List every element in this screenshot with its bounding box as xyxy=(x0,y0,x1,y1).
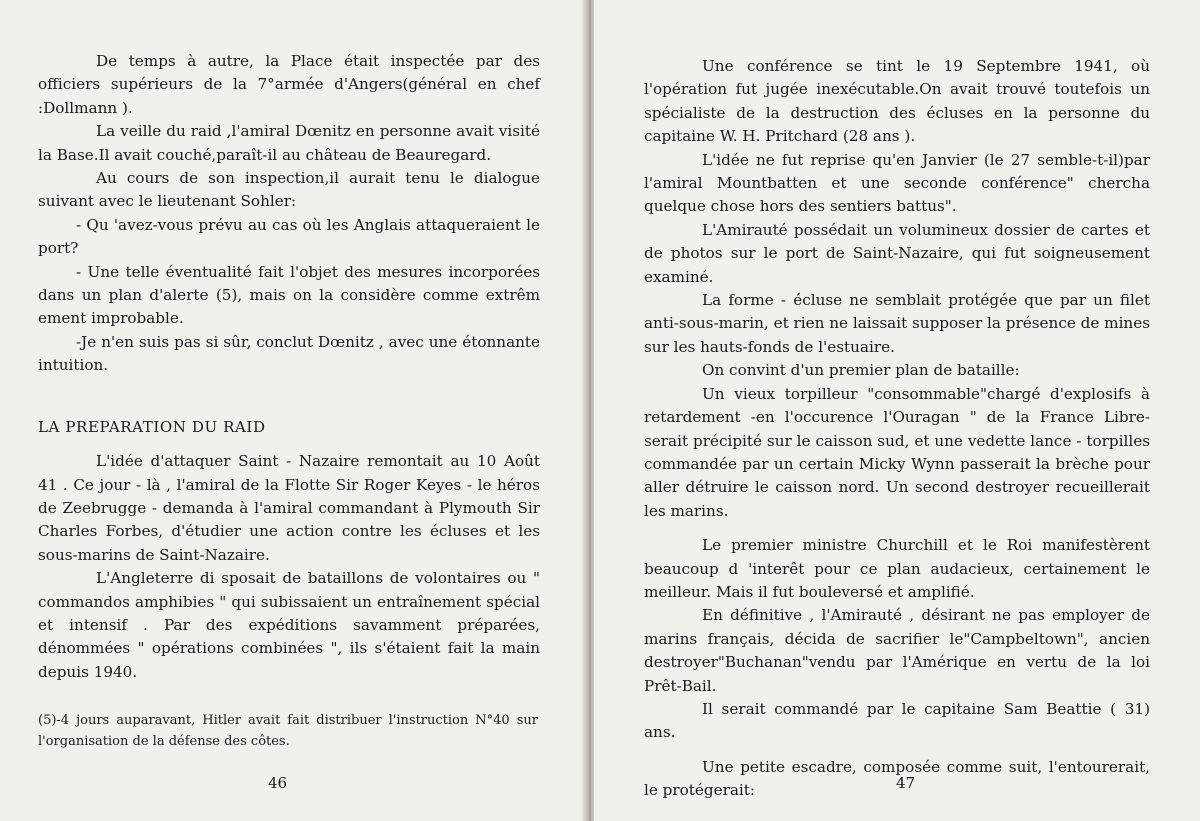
paragraph: Le premier ministre Churchill et le Roi manifestèrent beaucoup d 'interêt pour ce plan audacieux, certainement le meilleur. Mais il fut bouleversé et amplifié. xyxy=(644,536,1150,601)
paragraph: L'idée d'attaquer Saint - Nazaire remontait au 10 Août 41 . Ce jour - là , l'amiral de la Flotte Sir Roger Keyes - le héros de Zeebrugge - demanda à l'amiral commandant à Plymouth Sir Charles Forbes, d'étudier une action contre les écluses et les sous-marins de Saint-Nazaire. xyxy=(38,452,540,564)
paragraph: En définitive , l'Amirauté , désirant ne pas employer de marins français, décida de sacrifier le"Campbeltown", ancien destroyer"Buchanan"vendu par l'Amérique en vertu de la loi Prêt-Bail. xyxy=(644,606,1150,695)
footnote: (5)-4 jours auparavant, Hitler avait fait distribuer l'instruction N°40 sur l'organisation de la défense des côtes. xyxy=(38,713,538,749)
page-number: 46 xyxy=(268,774,288,792)
left-page xyxy=(0,0,586,821)
paragraph: Un vieux torpilleur "consommable"chargé d'explosifs à retardement -en l'occurence l'Ouragan " de la France Libre- serait précipité sur le caisson sud, et une vedette lance - torpilles commandée par un certain Micky Wynn passerait la brèche pour aller détruire le caisson nord. Un second destroyer recueillerait les marins. xyxy=(644,384,1150,520)
right-page xyxy=(594,0,1200,821)
right-page-text xyxy=(644,55,1150,803)
section-heading: LA PREPARATION DU RAID xyxy=(38,417,266,436)
paragraph: Une petite escadre, composée comme suit, l'entourerait, le protégerait: xyxy=(644,757,1150,800)
page-number: 47 xyxy=(896,774,916,792)
paragraph: La veille du raid ,l'amiral Dœnitz en personne avait visité la Base.Il avait couché,paraît-il au château de Beauregard. xyxy=(38,122,540,164)
paragraph: Une conférence se tint le 19 Septembre 1941, où l'opération fut jugée inexécutable.On avait trouvé toutefois un spécialiste de la destruction des écluses en la personne du capitaine W. H. Pritchard (28 ans ). xyxy=(644,57,1150,146)
paragraph: De temps à autre, la Place était inspectée par des officiers supérieurs de la 7°armée d'Angers(général en chef :Dollmann ). xyxy=(38,52,540,117)
dialogue-line: -Je n'en suis pas si sûr, conclut Dœnitz , avec une étonnante intuition. xyxy=(38,332,540,375)
dialogue-line: - Une telle éventualité fait l'objet des mesures incorporées dans un plan d'alerte (5), mais on la considère comme extrêm ement improbable. xyxy=(38,262,540,328)
paragraph: Au cours de son inspection,il aurait tenu le dialogue suivant avec le lieutenant Sohler: xyxy=(38,169,540,211)
dialogue-line: - Qu 'avez-vous prévu au cas où les Anglais attaqueraient le port? xyxy=(38,215,540,258)
paragraph: Il serait commandé par le capitaine Sam Beattie ( 31) ans. xyxy=(644,699,1150,742)
paragraph: L'idée ne fut reprise qu'en Janvier (le 27 semble-t-il)par l'amiral Mountbatten et une seconde conférence" chercha quelque chose hors des sentiers battus". xyxy=(644,150,1150,216)
paragraph: L'Angleterre di sposait de bataillons de volontaires ou " commandos amphibies " qui subissaient un entraînement spécial et intensif . Par des expéditions savamment préparées, dénommées " opérations combinées ", ils s'étaient fait la main depuis 1940. xyxy=(38,569,540,681)
paragraph: L'Amirauté possédait un volumineux dossier de cartes et de photos sur le port de Saint-Nazaire, qui fut soigneusement examiné. xyxy=(644,220,1150,286)
paragraph: On convint d'un premier plan de bataille: xyxy=(702,361,1020,380)
paragraph: La forme - écluse ne semblait protégée que par un filet anti-sous-marin, et rien ne laissait supposer la présence de mines sur les hauts-fonds de l'estuaire. xyxy=(644,291,1151,356)
left-page-text xyxy=(38,50,540,684)
